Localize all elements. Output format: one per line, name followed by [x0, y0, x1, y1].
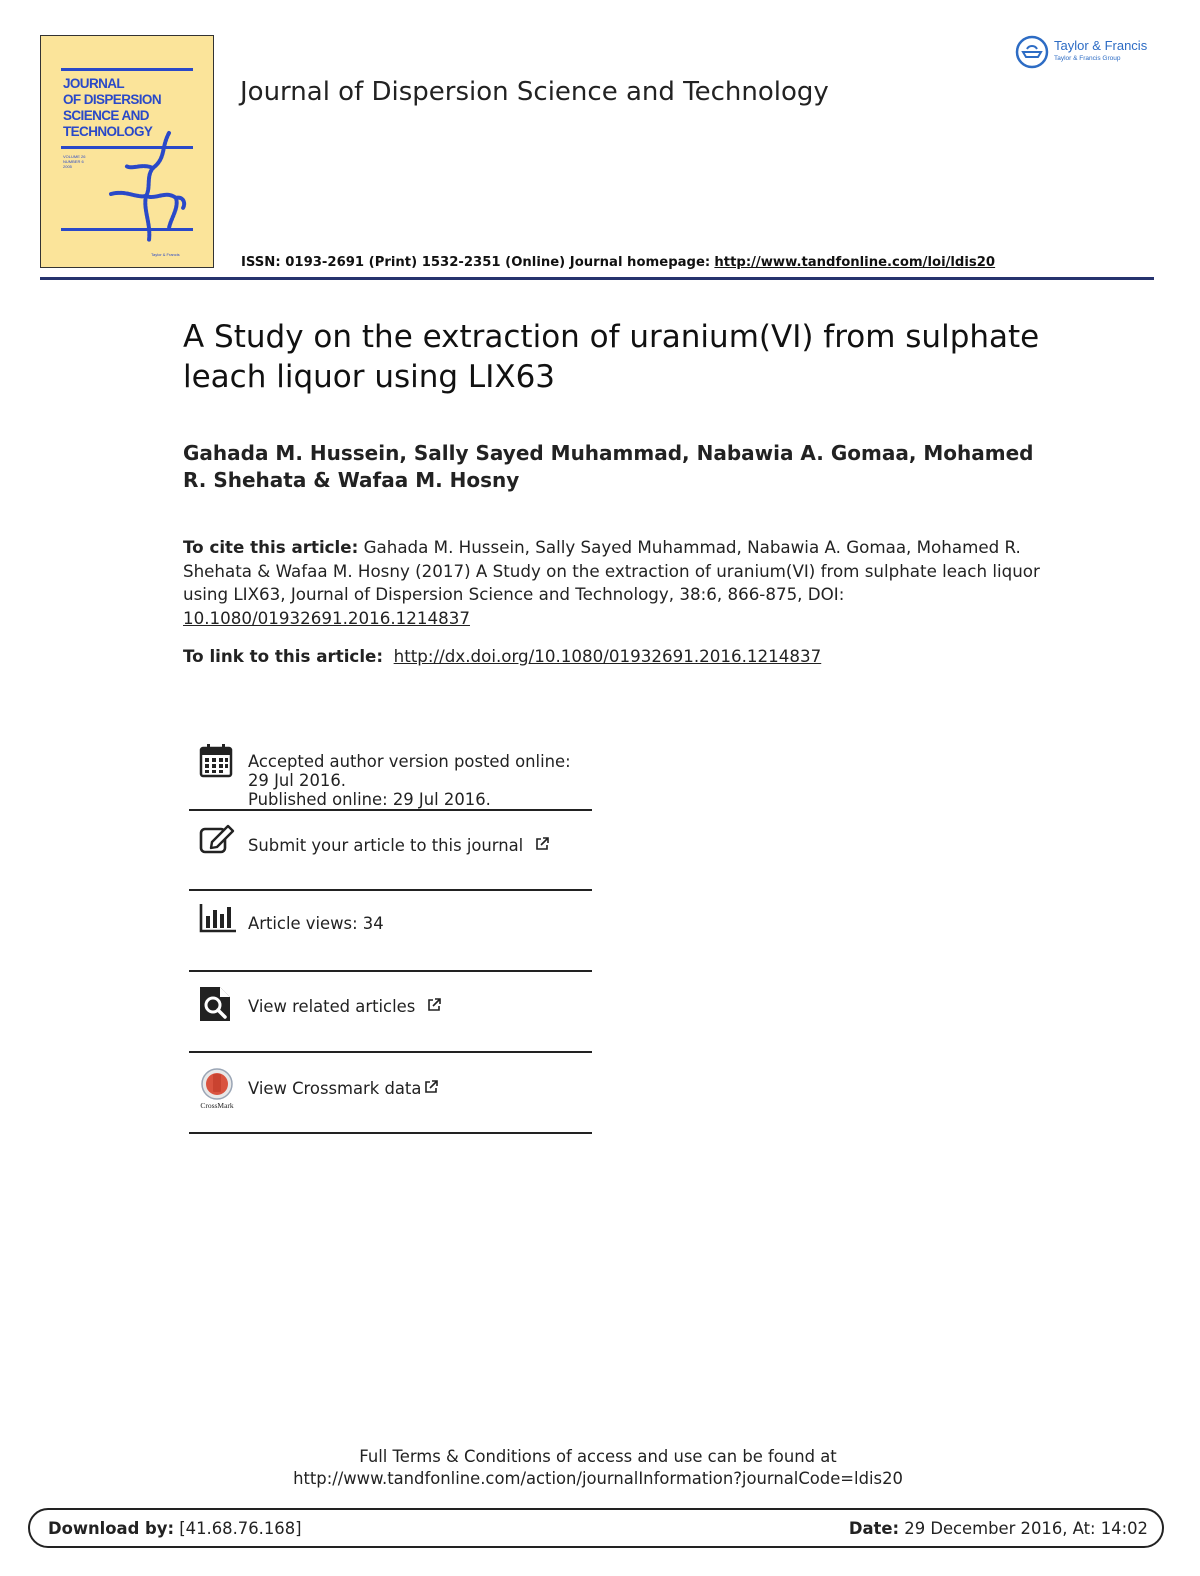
header-rule: [40, 277, 1154, 280]
issn-line: [241, 255, 995, 270]
journal-title: Journal of Dispersion Science and Technology: [240, 77, 829, 107]
article-doi-link[interactable]: http://dx.doi.org/10.1080/01932691.2016.1214837: [393, 646, 822, 666]
cover-bottom-bar: [61, 228, 193, 231]
article-views-text: Article views: 34: [248, 914, 384, 933]
related-articles-link[interactable]: [248, 997, 442, 1016]
download-date: [849, 1519, 1148, 1538]
submit-article-label: Submit your article to this journal: [248, 836, 524, 855]
terms-text: Full Terms & Conditions of access and use can be found at: [359, 1447, 837, 1466]
crossmark-logo-text: CrossMark: [200, 1101, 234, 1110]
calendar-icon: [198, 742, 234, 778]
download-label: Download by:: [48, 1519, 175, 1538]
related-search-icon: [198, 985, 232, 1023]
publisher-group: Taylor & Francis Group: [1054, 55, 1121, 62]
link-label: To link to this article:: [183, 646, 384, 666]
terms-url[interactable]: http://www.tandfonline.com/action/journalInformation?journalCode=ldis20: [293, 1469, 903, 1488]
publisher-logo-icon[interactable]: [1014, 34, 1050, 70]
accepted-date-text: Accepted author version posted online: 29 Jul 2016.: [248, 752, 571, 790]
cover-volume: VOLUME 26 NUMBER 6 2005: [63, 154, 86, 169]
citation-text: Gahada M. Hussein, Sally Sayed Muhammad, Nabawia A. Gomaa, Mohamed R. Shehata & Wafaa M. Hosny (2017) A Study on the extraction of uranium(VI) from sulphate leach liquor using LIX63, Journal of Dispersion Science and Technology, 38:6, 866-875, DOI:: [183, 537, 1040, 604]
download-ip: [41.68.76.168]: [179, 1519, 302, 1538]
terms-block: [0, 1446, 1196, 1490]
article-authors: Gahada M. Hussein, Sally Sayed Muhammad, Nabawia A. Gomaa, Mohamed R. Shehata & Wafaa M. Hosny: [183, 441, 1034, 492]
article-link-line: [183, 646, 821, 666]
citation-doi-link[interactable]: 10.1080/01932691.2016.1214837: [183, 607, 470, 628]
info-divider: [189, 889, 592, 891]
crossmark-icon: [198, 1068, 238, 1112]
crossmark-link[interactable]: [248, 1079, 439, 1098]
info-divider: [189, 970, 592, 972]
published-date-text: Published online: 29 Jul 2016.: [248, 790, 491, 809]
journal-cover: [40, 35, 214, 268]
publisher-name: Taylor & Francis: [1054, 38, 1148, 53]
citation-block: [183, 536, 1043, 630]
info-divider: [189, 809, 592, 811]
info-divider: [189, 1132, 592, 1134]
edit-icon: [198, 822, 236, 856]
submit-article-link[interactable]: [248, 836, 550, 855]
external-link-icon: [423, 1079, 439, 1095]
crossmark-label: View Crossmark data: [248, 1079, 422, 1098]
date-value: 29 December 2016, At: 14:02: [904, 1519, 1148, 1538]
info-divider: [189, 1051, 592, 1053]
cover-title: JOURNAL OF DISPERSION SCIENCE AND TECHNOLOGY: [63, 76, 161, 139]
citation-label: To cite this article:: [183, 537, 359, 557]
external-link-icon: [426, 997, 442, 1013]
issn-text: ISSN: 0193-2691 (Print) 1532-2351 (Online) Journal homepage:: [241, 255, 711, 270]
download-info: [48, 1519, 302, 1538]
date-label: Date:: [848, 1519, 900, 1538]
download-footer: [28, 1508, 1164, 1548]
cover-top-bar: [61, 68, 193, 71]
related-articles-label: View related articles: [248, 997, 416, 1016]
external-link-icon: [534, 836, 550, 852]
article-title: A Study on the extraction of uranium(VI) from sulphate leach liquor using LIX63: [183, 319, 1040, 395]
cover-publisher-mark: Taylor & Francis: [151, 252, 180, 257]
journal-homepage-link[interactable]: http://www.tandfonline.com/loi/ldis20: [714, 255, 996, 270]
bar-chart-icon: [198, 902, 238, 934]
